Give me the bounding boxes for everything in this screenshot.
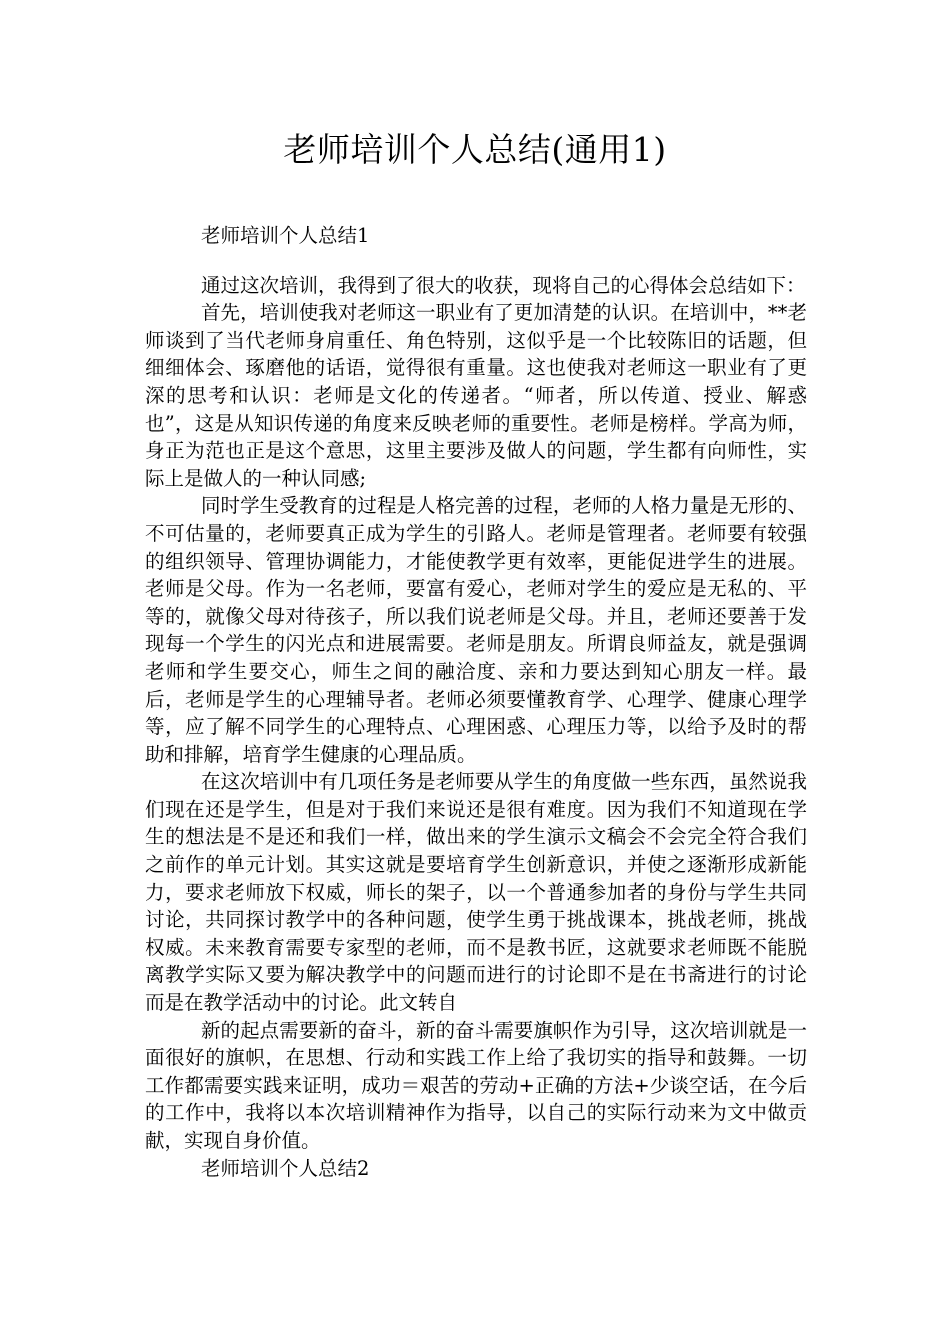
paragraph-intro: 通过这次培训，我得到了很大的收获，现将自己的心得体会总结如下： [201,273,806,297]
paragraph-first: 首先，培训使我对老师这一职业有了更加清楚的认识。在培训中，**老师谈到了当代老师身肩重任、角色特别，这似乎是一个比较陈旧的话题，但细细体会、琢磨他的话语，觉得很有重量。这也使我对老师这一职业有了更深的思考和认识：老师是文化的传递者。“师者，所以传道、授业、解惑也”，这是从知识传递的角度来反映老师的重要性。老师是榜样。学高为师，身正为范也正是这个意思，这里主要涉及做人的问题，学生都有向师性，实际上是做人的一种认同感; [145,301,807,490]
spacer [145,250,807,272]
paragraph-tasks: 在这次培训中有几项任务是老师要从学生的角度做一些东西，虽然说我们现在还是学生，但是对于我们来说还是很有难度。因为我们不知道现在学生的想法是不是还和我们一样，做出来的学生演示文稿会不会完全符合我们之前作的单元计划。其实这就是要培育学生创新意识，并使之逐渐形成新能力，要求老师放下权威，师长的架子，以一个普通参加者的身份与学生共同讨论，共同探讨教学中的各种问题，使学生勇于挑战课本，挑战老师，挑战权威。未来教育需要专家型的老师，而不是教书匠，这就要求老师既不能脱离教学实际又要为解决教学中的问题而进行的讨论即不是在书斋进行的讨论而是在教学活动中的讨论。此文转自 [145,770,807,1015]
document-body [145,222,807,1182]
document-title: 老师培训个人总结(通用1) [283,130,667,169]
section-heading-1: 老师培训个人总结1 [201,224,370,247]
section-heading-2: 老师培训个人总结2 [201,1156,370,1180]
paragraph-conclusion: 新的起点需要新的奋斗，新的奋斗需要旗帜作为引导，这次培训就是一面很好的旗帜，在思想、行动和实践工作上给了我切实的指导和鼓舞。一切工作都需要实践来证明，成功＝艰苦的劳动+正确的方法+少谈空话，在今后的工作中，我将以本次培训精神作为指导，以自己的实际行动来为文中做贡献，实现自身价值。 [145,1018,807,1152]
paragraph-roles: 同时学生受教育的过程是人格完善的过程，老师的人格力量是无形的、不可估量的，老师要真正成为学生的引路人。老师是管理者。老师要有较强的组织领导、管理协调能力，才能使教学更有效率，更能促进学生的进展。老师是父母。作为一名老师，要富有爱心，老师对学生的爱应是无私的、平等的，就像父母对待孩子，所以我们说老师是父母。并且，老师还要善于发现每一个学生的闪光点和进展需要。老师是朋友。所谓良师益友，就是强调老师和学生要交心，师生之间的融洽度、亲和力要达到知心朋友一样。最后，老师是学生的心理辅导者。老师必须要懂教育学、心理学、健康心理学等，应了解不同学生的心理特点、心理困惑、心理压力等，以给予及时的帮助和排解，培育学生健康的心理品质。 [145,494,807,766]
